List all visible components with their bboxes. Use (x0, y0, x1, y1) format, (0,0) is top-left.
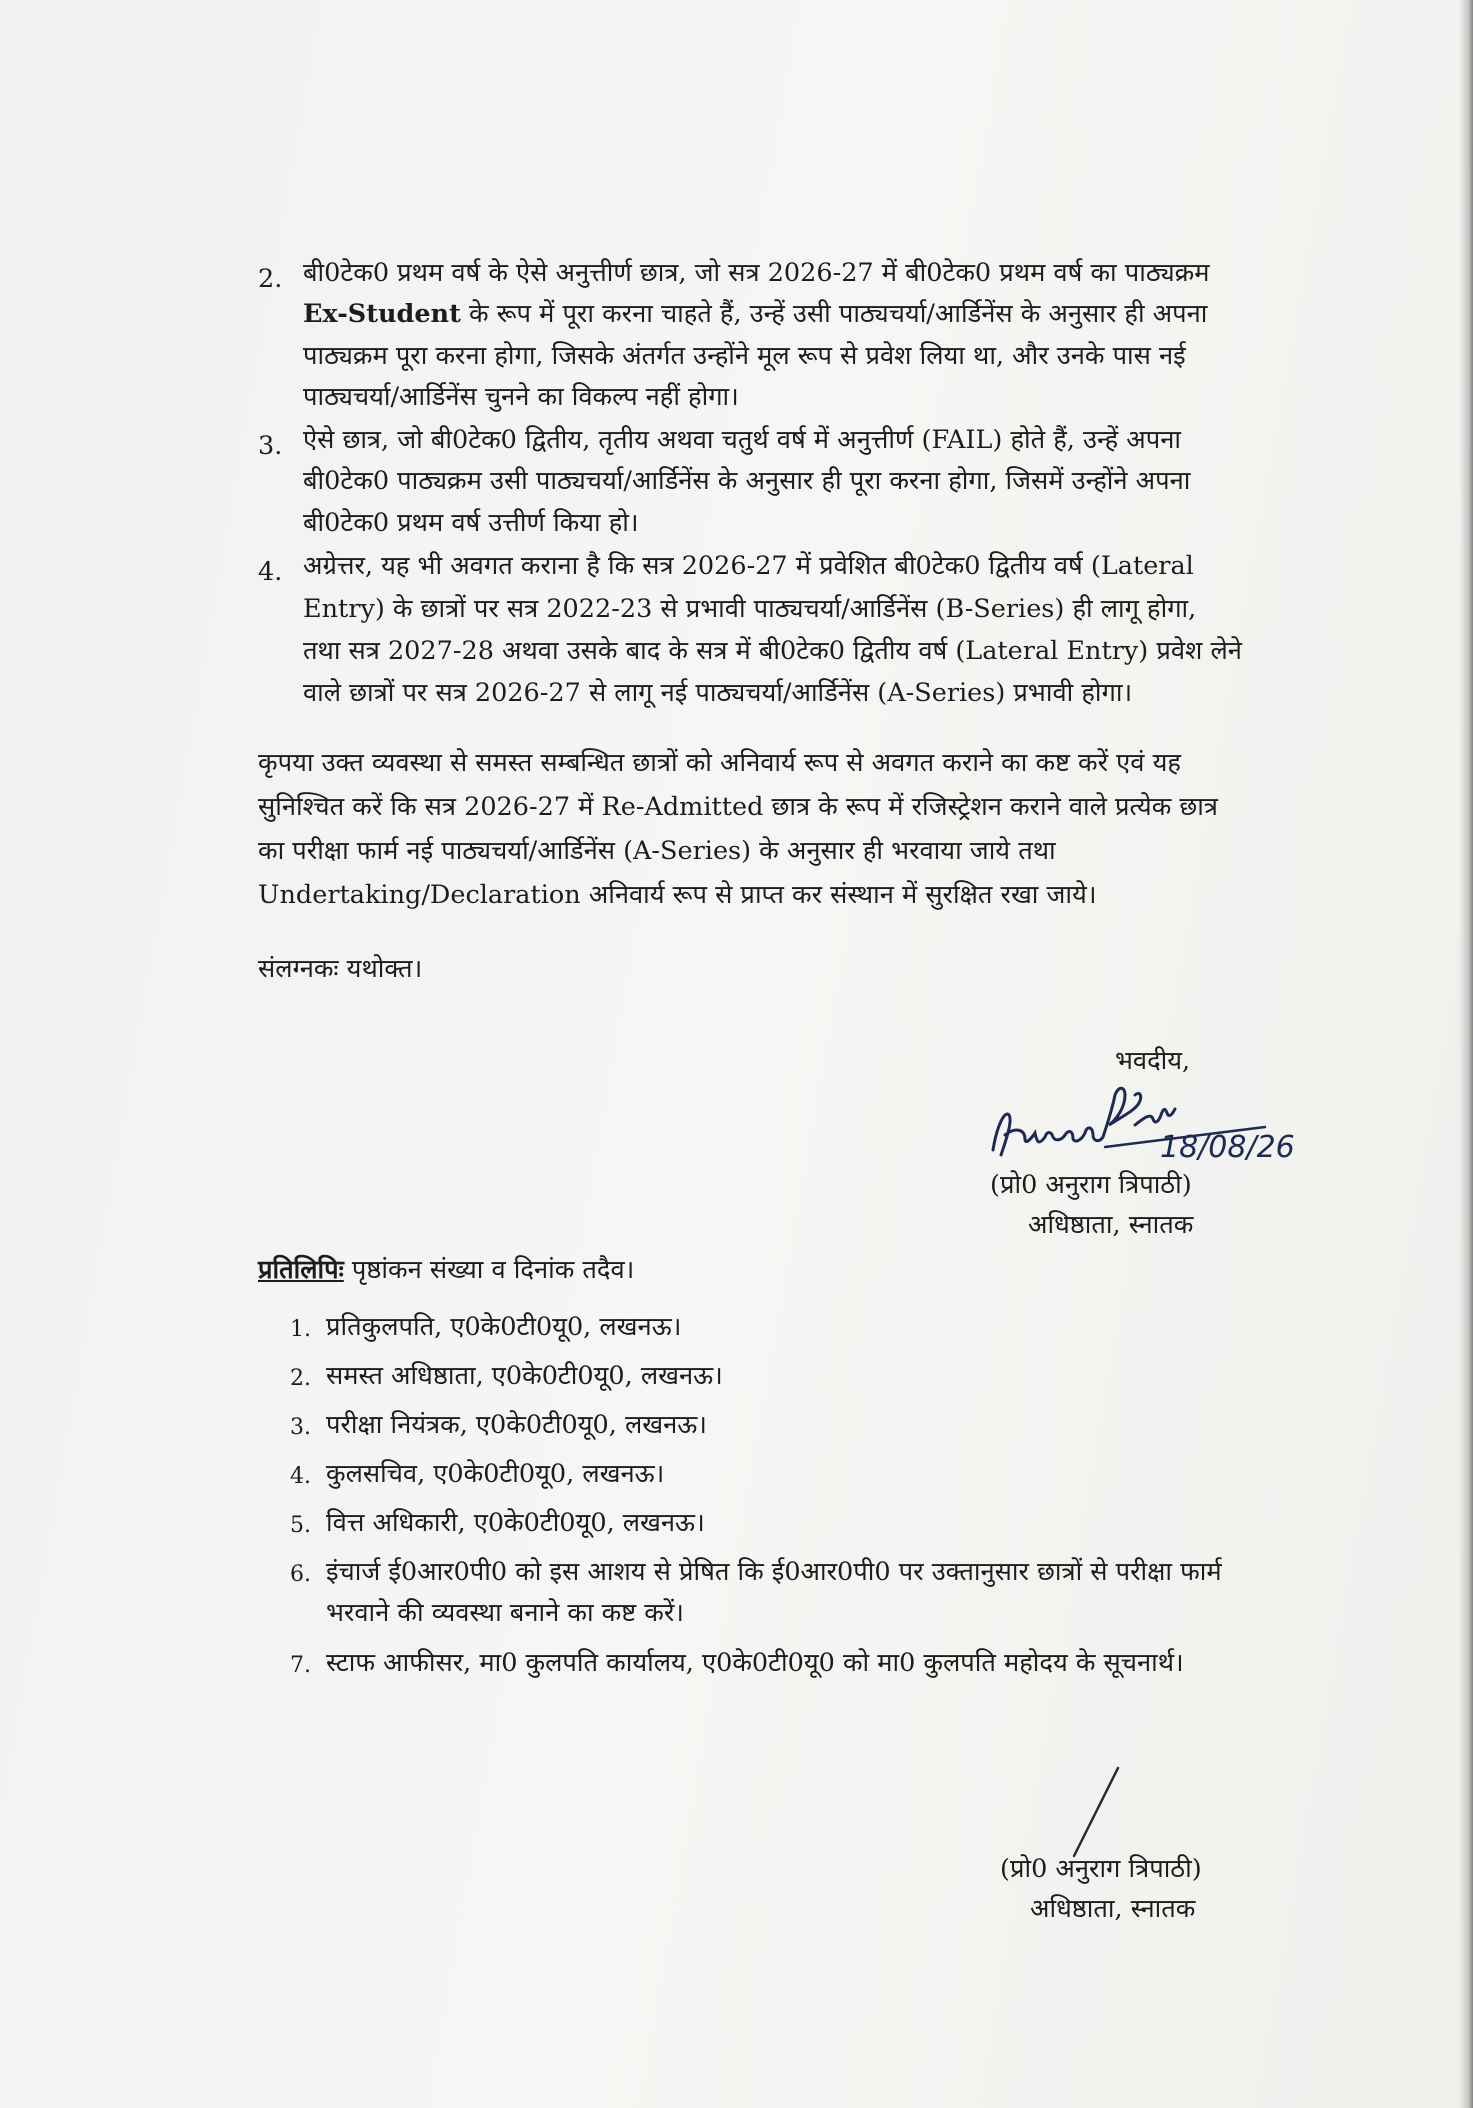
item-line: ऐसे छात्र, जो बी0टेक0 द्वितीय, तृतीय अथवा चतुर्थ वर्ष में अनुत्तीर्ण (FAIL) होते हैं, उन्हें अपना (303, 425, 1181, 455)
copy-item-line: कुलसचिव, ए0के0टी0यू0, लखनऊ। (326, 1459, 665, 1489)
item-line: बी0टेक0 प्रथम वर्ष के ऐसे अनुत्तीर्ण छात्र, जो सत्र 2026-27 में बी0टेक0 प्रथम वर्ष का पाठ्यक्रम (303, 258, 1210, 288)
enclosure-note: संलग्नकः यथोक्त। (258, 954, 423, 984)
copy-item-number: 1. (290, 1317, 311, 1342)
copy-item-number: 7. (290, 1653, 311, 1678)
copy-item-number: 2. (290, 1366, 311, 1391)
copy-item-number: 3. (290, 1415, 311, 1440)
copy-item-line: समस्त अधिष्ठाता, ए0के0टी0यू0, लखनऊ। (326, 1361, 723, 1391)
signatory-designation: अधिष्ठाता, स्नातक (1030, 1894, 1196, 1924)
page-edge-shadow (1459, 0, 1473, 2108)
item-line: बी0टेक0 पाठ्यक्रम उसी पाठ्यचर्या/आर्डिनेंस के अनुसार ही पूरा करना होगा, जिसमें उन्होंने अपना (303, 466, 1191, 496)
item-line: Ex-Student के रूप में पूरा करना चाहते हैं, उन्हें उसी पाठ्यचर्या/आर्डिनेंस के अनुसार ही अपना (303, 299, 1208, 329)
signatory-designation: अधिष्ठाता, स्नातक (1028, 1210, 1194, 1240)
bold-term: Ex-Student (303, 299, 461, 329)
closing-text: भवदीय, (1115, 1046, 1191, 1076)
signatory-name: (प्रो0 अनुराग त्रिपाठी) (990, 1170, 1192, 1200)
item-number: 4. (258, 557, 283, 587)
copy-item-number: 6. (290, 1562, 311, 1587)
item-line: पाठ्यक्रम पूरा करना होगा, जिसके अंतर्गत उन्होंने मूल रूप से प्रवेश लिया था, और उनके पास नई (303, 341, 1186, 371)
signatory-name: (प्रो0 अनुराग त्रिपाठी) (1000, 1854, 1202, 1884)
copy-item-line: परीक्षा नियंत्रक, ए0के0टी0यू0, लखनऊ। (326, 1410, 707, 1440)
copy-item-number: 4. (290, 1464, 311, 1489)
copy-item-number: 5. (290, 1513, 311, 1538)
copy-item-line: स्टाफ आफीसर, मा0 कुलपति कार्यालय, ए0के0टी0यू0 को मा0 कुलपति महोदय के सूचनार्थ। (326, 1648, 1184, 1678)
handwritten-signature (975, 1055, 1305, 1175)
item-line: तथा सत्र 2027-28 अथवा उसके बाद के सत्र में बी0टेक0 द्वितीय वर्ष (Lateral Entry) प्रवेश लेने (303, 636, 1242, 666)
item-number: 2. (258, 264, 283, 294)
copy-to-label: प्रतिलिपिः (258, 1255, 344, 1285)
paragraph-line: सुनिश्चित करें कि सत्र 2026-27 में Re-Admitted छात्र के रूप में रजिस्ट्रेशन कराने वाले प्रत्येक छात्र (258, 792, 1218, 822)
item-number: 3. (258, 431, 283, 461)
item-line: अग्रेत्तर, यह भी अवगत कराना है कि सत्र 2026-27 में प्रवेशित बी0टेक0 द्वितीय वर्ष (Lateral (303, 551, 1194, 581)
paragraph-line: Undertaking/Declaration अनिवार्य रूप से प्राप्त कर संस्थान में सुरक्षित रखा जाये। (258, 880, 1097, 910)
paragraph-line: का परीक्षा फार्म नई पाठ्यचर्या/आर्डिनेंस (A-Series) के अनुसार ही भरवाया जाये तथा (258, 836, 1056, 866)
paragraph-line: कृपया उक्त व्यवस्था से समस्त सम्बन्धित छात्रों को अनिवार्य रूप से अवगत कराने का कष्ट करें एवं यह (258, 748, 1181, 778)
item-line: वाले छात्रों पर सत्र 2026-27 से लागू नई पाठ्यचर्या/आर्डिनेंस (A-Series) प्रभावी होगा। (303, 678, 1133, 708)
handwritten-date: 18/08/26 (1160, 1130, 1295, 1165)
copy-item-line: वित्त अधिकारी, ए0के0टी0यू0, लखनऊ। (326, 1508, 705, 1538)
item-line: Entry) के छात्रों पर सत्र 2022-23 से प्रभावी पाठ्यचर्या/आर्डिनेंस (B-Series) ही लागू होगा, (303, 594, 1197, 624)
copy-item-line: इंचार्ज ई0आर0पी0 को इस आशय से प्रेषित कि ई0आर0पी0 पर उक्तानुसार छात्रों से परीक्षा फार्म (326, 1557, 1222, 1587)
copy-to-heading (258, 1253, 634, 1287)
item-line: पाठ्यचर्या/आर्डिनेंस चुनने का विकल्प नहीं होगा। (303, 382, 739, 412)
copy-to-intro: पृष्ठांकन संख्या व दिनांक तदैव। (351, 1255, 635, 1285)
copy-item-line: भरवाने की व्यवस्था बनाने का कष्ट करें। (326, 1598, 684, 1628)
copy-item-line: प्रतिकुलपति, ए0के0टी0यू0, लखनऊ। (326, 1312, 682, 1342)
item-line: बी0टेक0 प्रथम वर्ष उत्तीर्ण किया हो। (303, 508, 639, 538)
